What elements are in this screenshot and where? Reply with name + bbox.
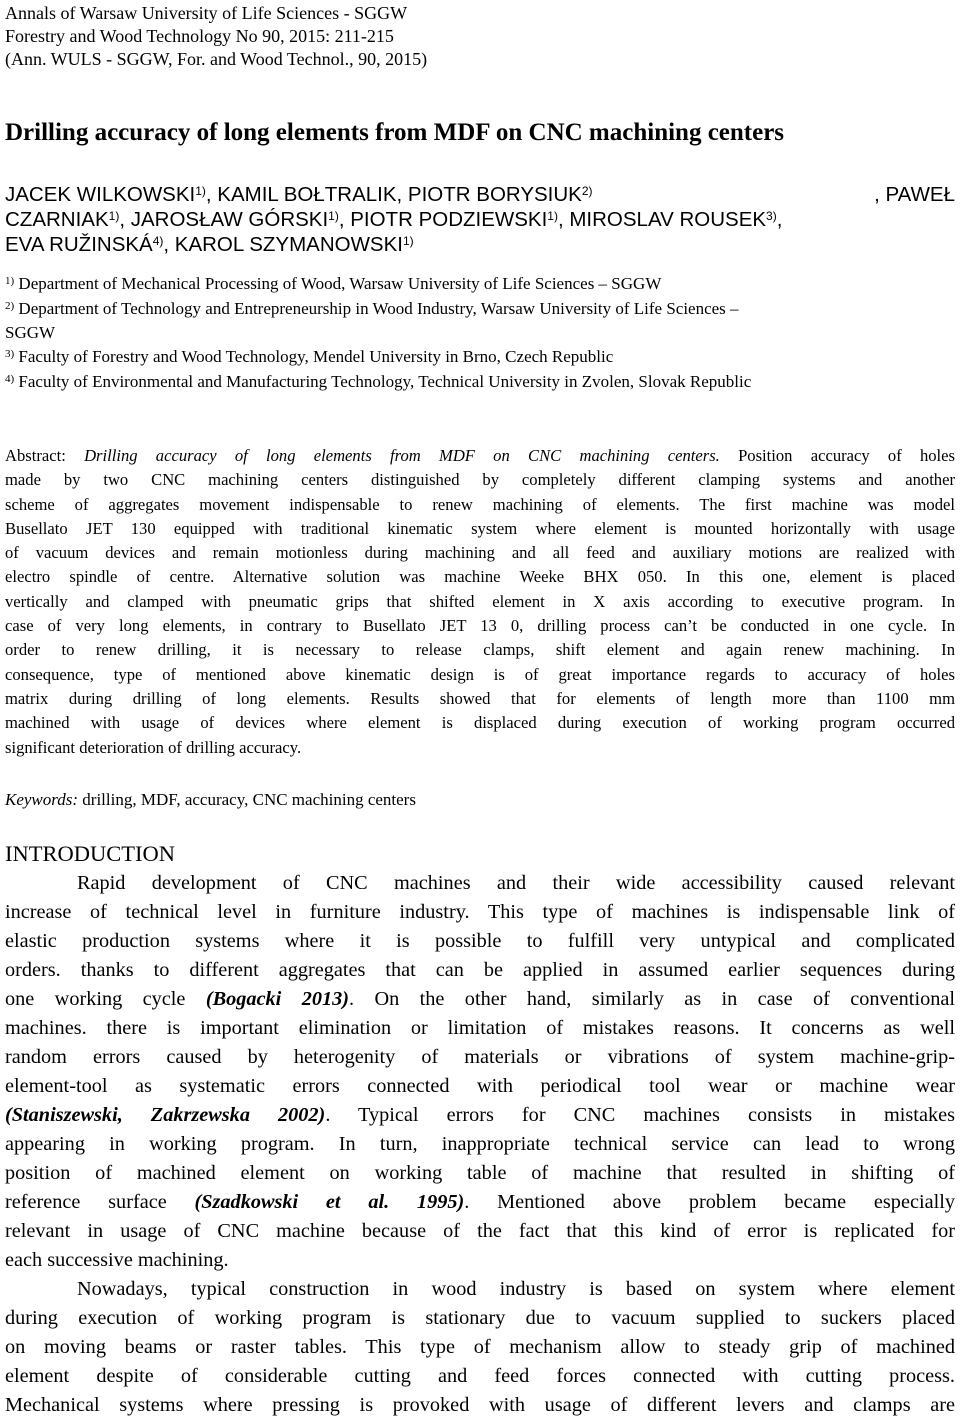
abstract-line: vertically and clamped with pneumatic grips that shifted element in X axis according to executive program. In <box>5 591 955 611</box>
author-list <box>5 182 955 257</box>
abstract-line: made by two CNC machining centers distinguished by completely different clamping systems and another <box>5 470 955 490</box>
paragraph-line: orders. thanks to different aggregates that can be applied in assumed earlier sequences during <box>5 959 955 981</box>
paragraph-line: relevant in usage of CNC machine because of the fact that this kind of error is replicated for <box>5 1220 955 1242</box>
paragraph-line: (Staniszewski, Zakrzewska 2002). Typical errors for CNC machines consists in mistakes <box>5 1104 955 1126</box>
abstract <box>5 444 955 760</box>
abstract-line: electro spindle of centre. Alternative solution was machine Weeke BHX 050. In this one, element is placed <box>5 567 955 587</box>
author-group: EVA RUŽINSKÁ$^{4)}$, KAROL SZYMANOWSKI$^{1)}$ <box>5 233 414 256</box>
paragraph-line: elastic production systems where it is possible to fulfill very untypical and complicated <box>5 930 955 952</box>
journal-header-line-3: (Ann. WULS - SGGW, For. and Wood Technol., 90, 2015) <box>5 49 428 69</box>
author-name: , PAWEŁ <box>874 183 955 206</box>
affiliation-2-cont: SGGW <box>5 323 56 342</box>
abstract-line: matrix during drilling of long elements. Results showed that for elements of length more than 1100 mm <box>5 688 955 708</box>
citation: (Staniszewski, Zakrzewska 2002) <box>5 1104 326 1126</box>
author-line-1 <box>5 182 955 207</box>
section-heading-introduction: INTRODUCTION <box>5 841 175 866</box>
paragraph-line: appearing in working program. In turn, inappropriate technical service can lead to wrong <box>5 1133 955 1155</box>
author-group: CZARNIAK$^{1)}$, JAROSŁAW GÓRSKI$^{1)}$, PIOTR PODZIEWSKI$^{1)}$, MIROSLAV ROUSEK$^{3)}$, <box>5 208 783 231</box>
author-group: JACEK WILKOWSKI$^{1)}$, KAMIL BOŁTRALIK, PIOTR BORYSIUK$^{2)}$ <box>5 183 593 206</box>
abstract-line: Busellato JET 130 equipped with traditional kinematic system where element is mounted horizontally with usage <box>5 518 955 538</box>
keywords-text: drilling, MDF, accuracy, CNC machining centers <box>78 790 416 809</box>
abstract-italic-title: Drilling accuracy of long elements from MDF on CNC machining centers. <box>84 446 720 465</box>
paragraph-line: Mechanical systems where pressing is provoked with usage of different levers and clamps are <box>5 1394 955 1416</box>
paragraph-line: on moving beams or raster tables. This type of mechanism allow to steady grip of machined <box>5 1336 955 1358</box>
paper-title: Drilling accuracy of long elements from MDF on CNC machining centers <box>5 119 785 146</box>
paragraph-line: increase of technical level in furniture industry. This type of machines is indispensable link of <box>5 901 955 923</box>
citation: (Bogacki 2013) <box>205 988 350 1010</box>
paragraph-line: random errors caused by heterogenity of materials or vibrations of system machine-grip- <box>5 1046 955 1068</box>
paragraph-line: each successive machining. <box>5 1249 229 1271</box>
paragraph-line: element-tool as systematic errors connected with periodical tool wear or machine wear <box>5 1075 955 1097</box>
abstract-line: case of very long elements, in contrary to Busellato JET 13 0, drilling process can’t be conducted in one cycle. In <box>5 616 955 636</box>
keywords-label: Keywords: <box>5 790 79 809</box>
abstract-label: Abstract <box>5 446 62 465</box>
journal-header-line-2: Forestry and Wood Technology No 90, 2015: 211-215 <box>5 26 394 46</box>
abstract-line: scheme of aggregates movement indispensable to renew machining of elements. The first machine was model <box>5 494 955 514</box>
keywords <box>5 788 955 812</box>
paragraph-line: one working cycle (Bogacki 2013). On the other hand, similarly as in case of conventional <box>5 988 955 1010</box>
paragraph-line: Nowadays, typical construction in wood industry is based on system where element <box>77 1278 955 1300</box>
paragraph-line: during execution of working program is stationary due to vacuum supplied to suckers placed <box>5 1307 955 1329</box>
abstract-line: order to renew drilling, it is necessary to release clamps, shift element and again renew machining. In <box>5 640 955 660</box>
affiliation-3: $^{3)}$ Faculty of Forestry and Wood Technology, Mendel University in Brno, Czech Republic <box>5 347 614 366</box>
paragraph-line: element despite of considerable cutting and feed forces connected with cutting process. <box>5 1365 955 1387</box>
paragraph-line: machines. there is important elimination or limitation of mistakes reasons. It concerns as well <box>5 1017 955 1039</box>
journal-header-line-1: Annals of Warsaw University of Life Sciences - SGGW <box>5 3 408 23</box>
paragraph-line: Rapid development of CNC machines and their wide accessibility caused relevant <box>77 872 955 894</box>
abstract-line: Abstract: Drilling accuracy of long elements from MDF on CNC machining centers. Position accuracy of holes <box>5 446 955 465</box>
intro-paragraph-2 <box>5 1275 955 1420</box>
abstract-line: significant deterioration of drilling accuracy. <box>5 737 302 757</box>
abstract-line: consequence, type of mentioned above kinematic design is of great importance regards to accuracy of holes <box>5 664 955 684</box>
author-line-3 <box>5 232 955 257</box>
author-line-2 <box>5 207 955 232</box>
abstract-line: of vacuum devices and remain motionless during machining and all feed and auxiliary motions are realized with <box>5 543 955 563</box>
paragraph-line: reference surface (Szadkowski et al. 1995). Mentioned above problem became especially <box>5 1191 955 1213</box>
intro-paragraph-1 <box>5 869 955 1275</box>
affiliation-4: $^{4)}$ Faculty of Environmental and Manufacturing Technology, Technical University in Zvolen, Slovak Republic <box>5 372 752 391</box>
paragraph-line: position of machined element on working table of machine that resulted in shifting of <box>5 1162 955 1184</box>
affiliation-2: $^{2)}$ Department of Technology and Entrepreneurship in Wood Industry, Warsaw University of Life Sciences – <box>5 299 739 318</box>
abstract-line: machined with usage of devices where element is displaced during execution of working program occurred <box>5 713 955 733</box>
affiliation-1: $^{1)}$ Department of Mechanical Processing of Wood, Warsaw University of Life Sciences – SGGW <box>5 274 662 293</box>
citation: (Szadkowski et al. 1995) <box>194 1191 465 1213</box>
